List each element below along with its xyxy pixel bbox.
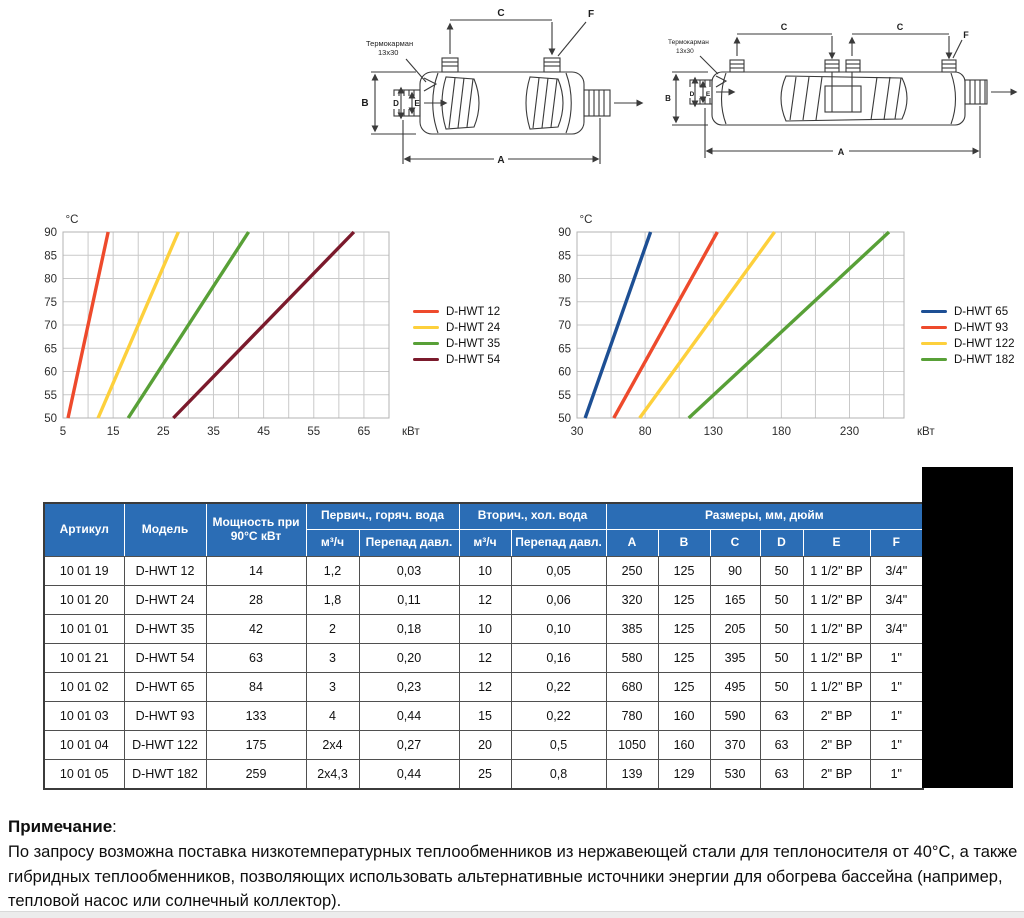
table-row [44, 672, 923, 701]
performance-chart-large-models [553, 203, 943, 449]
table-cell: 2" ВР [803, 730, 870, 759]
legend-swatch [413, 310, 439, 313]
table-cell: 125 [658, 643, 710, 672]
legend-swatch [921, 326, 947, 329]
table-header-cell: Вторич., хол. вода [459, 503, 606, 529]
table-cell: 50 [760, 643, 803, 672]
redaction-box [922, 467, 1013, 788]
table-cell: 0,20 [359, 643, 459, 672]
table-row [44, 585, 923, 614]
x-tick-label: 80 [638, 426, 652, 438]
table-cell: 0,18 [359, 614, 459, 643]
table-cell: 125 [658, 672, 710, 701]
table-cell: 14 [206, 556, 306, 585]
specs-table [43, 502, 924, 790]
legend-label: D-HWT 54 [446, 353, 501, 366]
table-cell: D-HWT 12 [124, 556, 206, 585]
table-cell: 12 [459, 585, 511, 614]
table-row [44, 643, 923, 672]
table-cell: 0,8 [511, 759, 606, 789]
table-cell: 250 [606, 556, 658, 585]
legend-label: D-HWT 122 [954, 337, 1015, 350]
y-tick-label: 85 [558, 250, 571, 263]
table-cell: 1" [870, 759, 923, 789]
table-cell: 0,10 [511, 614, 606, 643]
table-cell: 133 [206, 701, 306, 730]
table-cell: 1" [870, 701, 923, 730]
table-cell: 10 01 21 [44, 643, 124, 672]
x-tick-label: 55 [307, 426, 321, 438]
table-cell: 10 01 02 [44, 672, 124, 701]
table-cell: 10 01 20 [44, 585, 124, 614]
table-cell: 0,22 [511, 701, 606, 730]
y-tick-label: 70 [558, 320, 571, 332]
legend-item [921, 354, 1015, 366]
table-cell: 320 [606, 585, 658, 614]
table-cell: D-HWT 35 [124, 614, 206, 643]
note-block [8, 814, 1018, 914]
table-cell: 1" [870, 730, 923, 759]
chart-legend-small-models [413, 306, 500, 366]
table-cell: 10 [459, 556, 511, 585]
dim-label-e: E [414, 99, 420, 108]
table-cell: 0,44 [359, 701, 459, 730]
y-tick-label: 90 [44, 227, 57, 239]
table-cell: 3 [306, 643, 359, 672]
dim-label-f: F [587, 9, 595, 20]
table-row [44, 556, 923, 585]
legend-label: D-HWT 182 [954, 353, 1015, 366]
table-cell: 1 1/2" ВР [803, 643, 870, 672]
table-header-cell: Размеры, мм, дюйм [606, 503, 923, 529]
table-cell: 129 [658, 759, 710, 789]
legend-swatch [921, 310, 947, 313]
y-tick-label: 80 [558, 273, 571, 286]
x-tick-label: 230 [839, 426, 860, 438]
y-tick-label: 75 [558, 296, 571, 309]
legend-item [921, 306, 1015, 318]
specs-table-head [44, 503, 923, 556]
y-tick-label: 65 [558, 343, 571, 356]
legend-swatch [413, 326, 439, 329]
thermowell-size-label: 13x30 [378, 48, 399, 57]
table-cell: 10 01 03 [44, 701, 124, 730]
y-tick-label: 80 [44, 273, 57, 286]
table-header-cell: Модель [124, 503, 206, 556]
y-tick-label: 75 [44, 296, 57, 309]
dim-label-e: E [705, 91, 711, 98]
table-cell: 1050 [606, 730, 658, 759]
x-tick-label: 130 [703, 426, 723, 438]
table-cell: 385 [606, 614, 658, 643]
table-cell: 395 [710, 643, 760, 672]
x-tick-label: 25 [156, 426, 170, 438]
x-tick-label: 15 [106, 426, 120, 438]
legend-label: D-HWT 93 [954, 321, 1009, 334]
table-cell: 3/4" [870, 585, 923, 614]
y-tick-label: 55 [44, 389, 57, 402]
table-header-row [44, 503, 923, 529]
x-axis-unit-label: кВт [917, 426, 935, 438]
y-axis-unit-label: °C [579, 214, 593, 226]
heat-exchanger-diagram-long [662, 18, 1022, 178]
table-cell: 63 [760, 701, 803, 730]
legend-swatch [413, 342, 439, 345]
table-header-cell: B [658, 529, 710, 556]
table-cell: 0,11 [359, 585, 459, 614]
thermowell-size-label: 13x30 [676, 48, 694, 55]
y-tick-label: 50 [44, 413, 57, 425]
table-header-cell: Перепад давл. [359, 529, 459, 556]
dim-label-f: F [963, 30, 969, 40]
performance-chart-small-models [40, 203, 430, 449]
legend-item [413, 338, 500, 350]
table-cell: D-HWT 54 [124, 643, 206, 672]
legend-item [921, 322, 1015, 334]
dim-label-d: D [689, 91, 695, 98]
x-tick-label: 30 [570, 426, 584, 438]
table-header-cell: м³/ч [306, 529, 359, 556]
table-cell: 2" ВР [803, 759, 870, 789]
table-cell: D-HWT 93 [124, 701, 206, 730]
y-tick-label: 60 [558, 366, 571, 379]
table-cell: 160 [658, 730, 710, 759]
table-cell: 1 1/2" ВР [803, 585, 870, 614]
table-header-cell: A [606, 529, 658, 556]
table-cell: 3/4" [870, 556, 923, 585]
legend-label: D-HWT 24 [446, 321, 501, 334]
y-tick-label: 60 [44, 366, 57, 379]
table-cell: 42 [206, 614, 306, 643]
table-cell: 90 [710, 556, 760, 585]
table-cell: 1,8 [306, 585, 359, 614]
table-cell: 0,05 [511, 556, 606, 585]
y-tick-label: 85 [44, 250, 57, 263]
table-cell: 0,16 [511, 643, 606, 672]
table-header-cell: D [760, 529, 803, 556]
legend-item [413, 354, 500, 366]
table-cell: 165 [710, 585, 760, 614]
table-cell: 0,5 [511, 730, 606, 759]
note-colon: : [112, 818, 117, 836]
legend-label: D-HWT 65 [954, 305, 1009, 318]
table-cell: D-HWT 24 [124, 585, 206, 614]
x-tick-label: 180 [771, 426, 791, 438]
table-header-cell: Артикул [44, 503, 124, 556]
table-cell: 1 1/2" ВР [803, 614, 870, 643]
table-cell: 10 01 01 [44, 614, 124, 643]
legend-swatch [413, 358, 439, 361]
table-cell: 3 [306, 672, 359, 701]
table-cell: 0,06 [511, 585, 606, 614]
x-tick-label: 5 [59, 426, 67, 438]
table-cell: 28 [206, 585, 306, 614]
legend-swatch [921, 342, 947, 345]
table-row [44, 759, 923, 789]
table-cell: 63 [206, 643, 306, 672]
table-cell: 259 [206, 759, 306, 789]
table-cell: 580 [606, 643, 658, 672]
chart-legend-large-models [921, 306, 1015, 366]
legend-item [413, 322, 500, 334]
x-tick-label: 45 [257, 426, 271, 438]
thermowell-label: Термокарман [668, 39, 709, 46]
table-header-cell: м³/ч [459, 529, 511, 556]
table-cell: 1,2 [306, 556, 359, 585]
specs-table-body [44, 556, 923, 789]
table-row [44, 730, 923, 759]
table-cell: 370 [710, 730, 760, 759]
table-cell: 12 [459, 672, 511, 701]
table-header-cell: Первич., горяч. вода [306, 503, 459, 529]
legend-swatch [921, 358, 947, 361]
table-header-cell: Мощность при 90°С кВт [206, 503, 306, 556]
diagram-long-linework [672, 34, 1016, 158]
table-cell: 1" [870, 672, 923, 701]
table-cell: 12 [459, 643, 511, 672]
table-cell: 680 [606, 672, 658, 701]
table-cell: 125 [658, 585, 710, 614]
legend-item [921, 338, 1015, 350]
table-cell: 10 01 19 [44, 556, 124, 585]
table-cell: 139 [606, 759, 658, 789]
table-cell: 495 [710, 672, 760, 701]
table-header-cell: F [870, 529, 923, 556]
table-cell: D-HWT 65 [124, 672, 206, 701]
y-axis-unit-label: °C [65, 214, 79, 226]
table-cell: 175 [206, 730, 306, 759]
table-cell: 205 [710, 614, 760, 643]
dim-label-b: B [665, 94, 671, 103]
table-cell: 1 1/2" ВР [803, 672, 870, 701]
legend-label: D-HWT 12 [446, 305, 501, 318]
table-row [44, 614, 923, 643]
table-cell: 160 [658, 701, 710, 730]
table-header-cell: Перепад давл. [511, 529, 606, 556]
table-cell: 2" ВР [803, 701, 870, 730]
table-cell: 63 [760, 759, 803, 789]
table-cell: D-HWT 122 [124, 730, 206, 759]
table-cell: 2x4 [306, 730, 359, 759]
table-cell: 10 [459, 614, 511, 643]
table-cell: 0,23 [359, 672, 459, 701]
table-cell: 20 [459, 730, 511, 759]
table-cell: 10 01 05 [44, 759, 124, 789]
table-cell: 4 [306, 701, 359, 730]
table-cell: 1" [870, 643, 923, 672]
table-cell: 125 [658, 614, 710, 643]
legend-item [413, 306, 500, 318]
table-cell: 50 [760, 556, 803, 585]
table-cell: 50 [760, 614, 803, 643]
table-cell: 2x4,3 [306, 759, 359, 789]
note-title: Примечание [8, 817, 113, 836]
table-cell: 0,22 [511, 672, 606, 701]
table-cell: 84 [206, 672, 306, 701]
table-cell: 63 [760, 730, 803, 759]
table-cell: 780 [606, 701, 658, 730]
x-tick-label: 35 [207, 426, 220, 438]
y-tick-label: 90 [558, 227, 571, 239]
table-cell: 0,44 [359, 759, 459, 789]
table-cell: 50 [760, 672, 803, 701]
table-cell: 0,27 [359, 730, 459, 759]
y-tick-label: 70 [44, 320, 57, 332]
table-header-cell: E [803, 529, 870, 556]
table-cell: 3/4" [870, 614, 923, 643]
x-axis-unit-label: кВт [402, 426, 420, 438]
x-tick-label: 65 [357, 426, 371, 438]
table-cell: 50 [760, 585, 803, 614]
table-header-cell: C [710, 529, 760, 556]
heat-exchanger-diagram-short [358, 2, 670, 177]
table-cell: 2 [306, 614, 359, 643]
dim-label-d: D [393, 99, 399, 108]
dim-label-b: B [361, 98, 369, 109]
y-tick-label: 50 [558, 413, 571, 425]
dim-label-c: C [497, 8, 505, 19]
legend-label: D-HWT 35 [446, 337, 501, 350]
table-cell: 530 [710, 759, 760, 789]
dim-label-a: A [837, 147, 845, 157]
y-tick-label: 65 [44, 343, 57, 356]
page-bottom-edge [0, 911, 1024, 918]
dim-label-c1: C [780, 22, 788, 32]
note-body: По запросу возможна поставка низкотемпературных теплообменников из нержавеющей стали для теплоносителя от 40°С, а также гибридных теплообменников, позволяющих использовать альтернативные источники энергии для обогрева бассейна (например, тепловой насос или солнечный коллектор). [8, 842, 1018, 911]
dim-label-a: A [497, 155, 505, 166]
table-cell: 0,03 [359, 556, 459, 585]
y-tick-label: 55 [558, 389, 571, 402]
table-cell: D-HWT 182 [124, 759, 206, 789]
table-row [44, 701, 923, 730]
table-cell: 125 [658, 556, 710, 585]
table-cell: 25 [459, 759, 511, 789]
dim-label-c2: C [896, 22, 904, 32]
table-cell: 590 [710, 701, 760, 730]
table-cell: 15 [459, 701, 511, 730]
table-cell: 1 1/2" ВР [803, 556, 870, 585]
table-cell: 10 01 04 [44, 730, 124, 759]
thermowell-label: Термокарман [366, 39, 414, 48]
